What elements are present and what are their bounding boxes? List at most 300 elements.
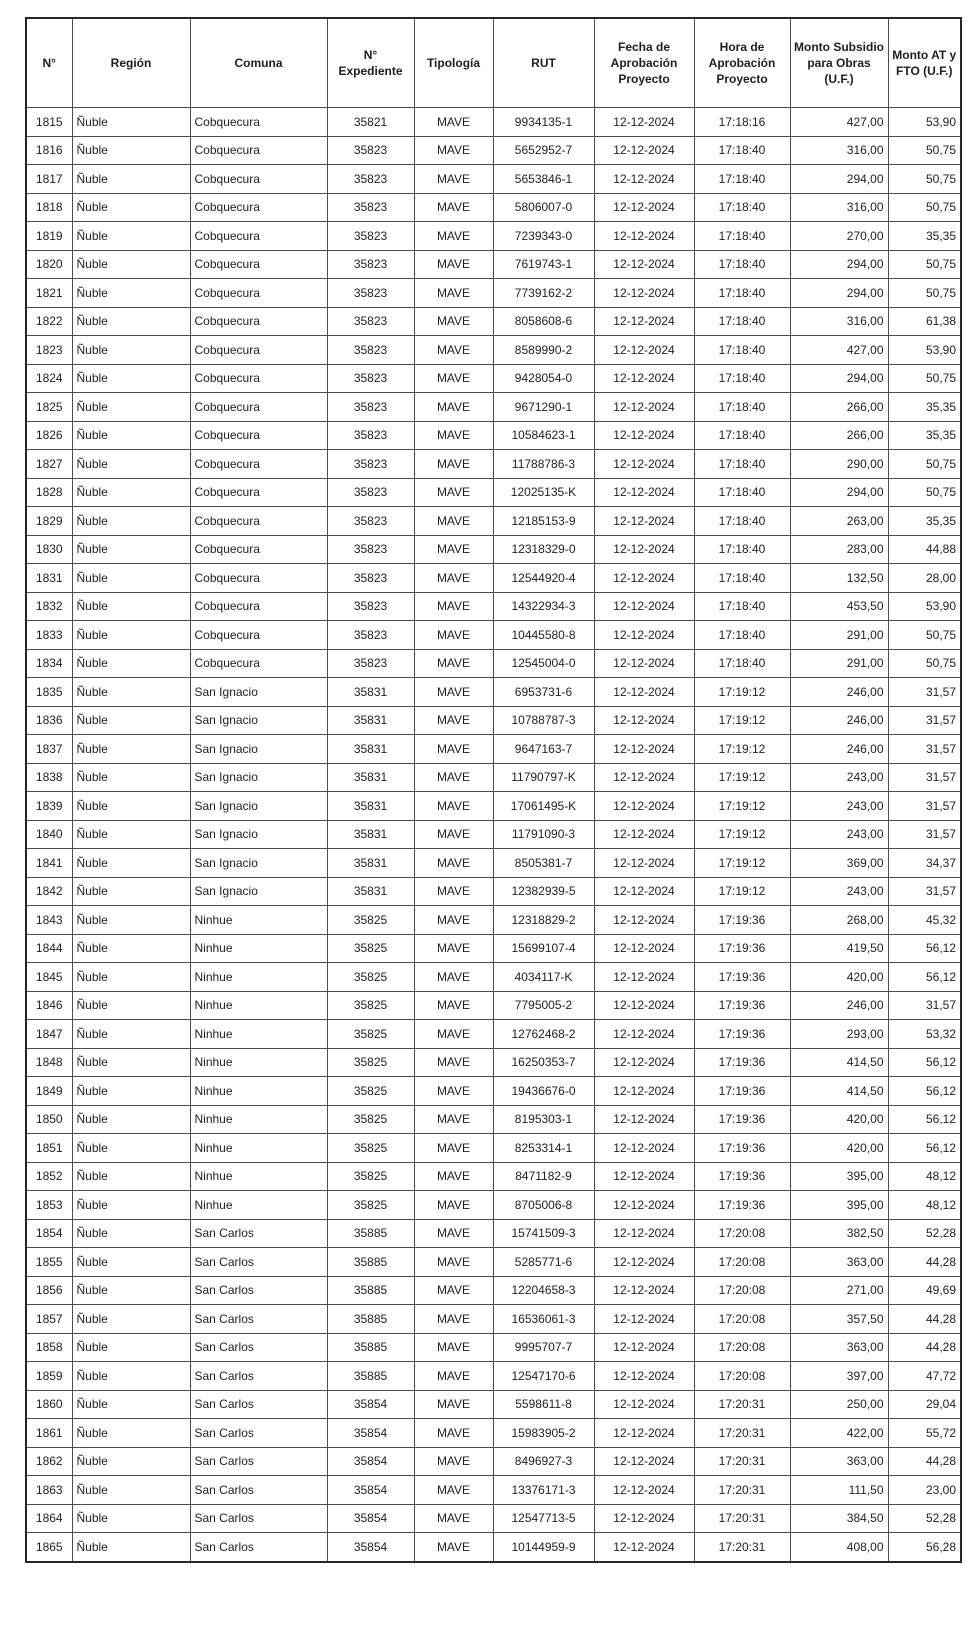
cell-region: Ñuble: [72, 421, 190, 450]
cell-hora: 17:19:36: [694, 906, 790, 935]
table-row: [26, 1533, 961, 1562]
cell-n: 1830: [26, 535, 72, 564]
cell-comuna: San Carlos: [190, 1447, 327, 1476]
cell-expediente: 35823: [327, 222, 414, 251]
cell-comuna: San Ignacio: [190, 706, 327, 735]
cell-region: Ñuble: [72, 1162, 190, 1191]
cell-region: Ñuble: [72, 450, 190, 479]
cell-expediente: 35885: [327, 1248, 414, 1277]
column-header-n: N°: [26, 18, 72, 108]
cell-tipologia: MAVE: [414, 1504, 493, 1533]
cell-expediente: 35854: [327, 1447, 414, 1476]
cell-hora: 17:20:08: [694, 1276, 790, 1305]
cell-monto_obras: 427,00: [790, 108, 888, 137]
cell-rut: 8253314-1: [493, 1134, 594, 1163]
cell-tipologia: MAVE: [414, 1219, 493, 1248]
cell-n: 1858: [26, 1333, 72, 1362]
cell-hora: 17:18:40: [694, 307, 790, 336]
cell-rut: 13376171-3: [493, 1476, 594, 1505]
cell-rut: 12318329-0: [493, 535, 594, 564]
cell-region: Ñuble: [72, 535, 190, 564]
table-row: [26, 735, 961, 764]
cell-n: 1841: [26, 849, 72, 878]
cell-tipologia: MAVE: [414, 877, 493, 906]
cell-region: Ñuble: [72, 820, 190, 849]
cell-rut: 12762468-2: [493, 1020, 594, 1049]
cell-rut: 9995707-7: [493, 1333, 594, 1362]
cell-fecha: 12-12-2024: [594, 1533, 694, 1562]
cell-fecha: 12-12-2024: [594, 877, 694, 906]
cell-comuna: Cobquecura: [190, 307, 327, 336]
cell-hora: 17:20:31: [694, 1447, 790, 1476]
cell-monto_obras: 270,00: [790, 222, 888, 251]
cell-rut: 9428054-0: [493, 364, 594, 393]
cell-monto_at: 53,32: [888, 1020, 961, 1049]
cell-tipologia: MAVE: [414, 1191, 493, 1220]
cell-fecha: 12-12-2024: [594, 963, 694, 992]
cell-region: Ñuble: [72, 649, 190, 678]
cell-comuna: San Carlos: [190, 1390, 327, 1419]
cell-expediente: 35823: [327, 450, 414, 479]
cell-comuna: Cobquecura: [190, 136, 327, 165]
cell-monto_obras: 420,00: [790, 1134, 888, 1163]
cell-tipologia: MAVE: [414, 1276, 493, 1305]
cell-monto_obras: 283,00: [790, 535, 888, 564]
cell-rut: 12204658-3: [493, 1276, 594, 1305]
cell-tipologia: MAVE: [414, 592, 493, 621]
cell-n: 1818: [26, 193, 72, 222]
cell-region: Ñuble: [72, 792, 190, 821]
cell-n: 1821: [26, 279, 72, 308]
cell-monto_obras: 266,00: [790, 421, 888, 450]
cell-comuna: San Carlos: [190, 1333, 327, 1362]
cell-expediente: 35885: [327, 1305, 414, 1334]
cell-hora: 17:19:36: [694, 963, 790, 992]
cell-monto_at: 35,35: [888, 421, 961, 450]
cell-n: 1845: [26, 963, 72, 992]
cell-n: 1840: [26, 820, 72, 849]
cell-monto_at: 52,28: [888, 1219, 961, 1248]
cell-comuna: San Carlos: [190, 1476, 327, 1505]
cell-hora: 17:18:40: [694, 450, 790, 479]
cell-rut: 15699107-4: [493, 934, 594, 963]
cell-monto_obras: 290,00: [790, 450, 888, 479]
cell-monto_obras: 294,00: [790, 279, 888, 308]
cell-rut: 7795005-2: [493, 991, 594, 1020]
cell-monto_obras: 363,00: [790, 1333, 888, 1362]
cell-comuna: Cobquecura: [190, 222, 327, 251]
cell-region: Ñuble: [72, 963, 190, 992]
table-row: [26, 906, 961, 935]
column-header-hora: Hora de Aprobación Proyecto: [694, 18, 790, 108]
cell-fecha: 12-12-2024: [594, 222, 694, 251]
cell-hora: 17:19:12: [694, 706, 790, 735]
table-row: [26, 763, 961, 792]
cell-tipologia: MAVE: [414, 1248, 493, 1277]
cell-n: 1855: [26, 1248, 72, 1277]
cell-hora: 17:19:36: [694, 1134, 790, 1163]
cell-tipologia: MAVE: [414, 735, 493, 764]
cell-tipologia: MAVE: [414, 1419, 493, 1448]
cell-comuna: San Carlos: [190, 1533, 327, 1562]
table-row: [26, 792, 961, 821]
cell-comuna: Ninhue: [190, 934, 327, 963]
cell-n: 1863: [26, 1476, 72, 1505]
cell-monto_obras: 291,00: [790, 621, 888, 650]
table-row: [26, 877, 961, 906]
cell-fecha: 12-12-2024: [594, 478, 694, 507]
cell-monto_at: 50,75: [888, 165, 961, 194]
cell-comuna: Ninhue: [190, 1162, 327, 1191]
cell-monto_at: 35,35: [888, 393, 961, 422]
cell-monto_obras: 395,00: [790, 1191, 888, 1220]
cell-n: 1825: [26, 393, 72, 422]
cell-n: 1844: [26, 934, 72, 963]
cell-expediente: 35854: [327, 1504, 414, 1533]
cell-n: 1846: [26, 991, 72, 1020]
cell-monto_obras: 414,50: [790, 1077, 888, 1106]
cell-tipologia: MAVE: [414, 1105, 493, 1134]
cell-hora: 17:20:31: [694, 1533, 790, 1562]
cell-comuna: Ninhue: [190, 1191, 327, 1220]
cell-monto_obras: 397,00: [790, 1362, 888, 1391]
cell-fecha: 12-12-2024: [594, 1276, 694, 1305]
table-row: [26, 364, 961, 393]
cell-tipologia: MAVE: [414, 792, 493, 821]
cell-expediente: 35885: [327, 1333, 414, 1362]
table-row: [26, 393, 961, 422]
cell-expediente: 35823: [327, 507, 414, 536]
cell-expediente: 35823: [327, 393, 414, 422]
cell-rut: 10788787-3: [493, 706, 594, 735]
table-row: [26, 108, 961, 137]
table-header: [26, 18, 961, 108]
cell-comuna: San Ignacio: [190, 877, 327, 906]
cell-region: Ñuble: [72, 1248, 190, 1277]
cell-n: 1849: [26, 1077, 72, 1106]
cell-n: 1824: [26, 364, 72, 393]
cell-n: 1860: [26, 1390, 72, 1419]
cell-comuna: Ninhue: [190, 991, 327, 1020]
cell-rut: 12547170-6: [493, 1362, 594, 1391]
cell-region: Ñuble: [72, 1077, 190, 1106]
table-row: [26, 934, 961, 963]
cell-expediente: 35823: [327, 136, 414, 165]
table-row: [26, 478, 961, 507]
cell-monto_obras: 427,00: [790, 336, 888, 365]
table-row: [26, 165, 961, 194]
cell-rut: 15983905-2: [493, 1419, 594, 1448]
cell-hora: 17:20:31: [694, 1476, 790, 1505]
cell-monto_obras: 243,00: [790, 820, 888, 849]
cell-monto_obras: 316,00: [790, 136, 888, 165]
cell-tipologia: MAVE: [414, 1134, 493, 1163]
cell-fecha: 12-12-2024: [594, 735, 694, 764]
cell-monto_obras: 246,00: [790, 991, 888, 1020]
cell-tipologia: MAVE: [414, 1077, 493, 1106]
cell-region: Ñuble: [72, 364, 190, 393]
cell-monto_at: 28,00: [888, 564, 961, 593]
cell-tipologia: MAVE: [414, 1447, 493, 1476]
cell-tipologia: MAVE: [414, 450, 493, 479]
cell-comuna: Cobquecura: [190, 393, 327, 422]
cell-monto_obras: 250,00: [790, 1390, 888, 1419]
cell-expediente: 35854: [327, 1419, 414, 1448]
cell-region: Ñuble: [72, 1333, 190, 1362]
cell-comuna: Cobquecura: [190, 649, 327, 678]
cell-hora: 17:19:36: [694, 1162, 790, 1191]
cell-monto_obras: 263,00: [790, 507, 888, 536]
cell-fecha: 12-12-2024: [594, 621, 694, 650]
cell-tipologia: MAVE: [414, 364, 493, 393]
cell-comuna: San Ignacio: [190, 849, 327, 878]
cell-expediente: 35823: [327, 364, 414, 393]
cell-comuna: Ninhue: [190, 1020, 327, 1049]
cell-region: Ñuble: [72, 478, 190, 507]
cell-comuna: Ninhue: [190, 906, 327, 935]
cell-comuna: San Ignacio: [190, 678, 327, 707]
cell-fecha: 12-12-2024: [594, 1362, 694, 1391]
table-row: [26, 535, 961, 564]
cell-fecha: 12-12-2024: [594, 336, 694, 365]
cell-expediente: 35831: [327, 792, 414, 821]
cell-region: Ñuble: [72, 307, 190, 336]
cell-expediente: 35831: [327, 877, 414, 906]
cell-region: Ñuble: [72, 1048, 190, 1077]
cell-expediente: 35823: [327, 592, 414, 621]
cell-monto_at: 56,12: [888, 1134, 961, 1163]
table-row: [26, 1105, 961, 1134]
cell-monto_at: 23,00: [888, 1476, 961, 1505]
cell-region: Ñuble: [72, 621, 190, 650]
cell-monto_obras: 408,00: [790, 1533, 888, 1562]
cell-comuna: San Ignacio: [190, 763, 327, 792]
cell-comuna: Cobquecura: [190, 193, 327, 222]
cell-fecha: 12-12-2024: [594, 792, 694, 821]
cell-hora: 17:19:12: [694, 763, 790, 792]
header-row: [26, 18, 961, 108]
cell-expediente: 35825: [327, 1134, 414, 1163]
cell-expediente: 35823: [327, 621, 414, 650]
cell-monto_obras: 419,50: [790, 934, 888, 963]
cell-region: Ñuble: [72, 1105, 190, 1134]
cell-region: Ñuble: [72, 250, 190, 279]
cell-monto_obras: 246,00: [790, 706, 888, 735]
cell-comuna: San Carlos: [190, 1504, 327, 1533]
cell-monto_at: 44,28: [888, 1305, 961, 1334]
cell-fecha: 12-12-2024: [594, 1219, 694, 1248]
cell-monto_obras: 294,00: [790, 165, 888, 194]
cell-hora: 17:18:40: [694, 279, 790, 308]
cell-fecha: 12-12-2024: [594, 849, 694, 878]
cell-monto_at: 50,75: [888, 136, 961, 165]
cell-comuna: Cobquecura: [190, 621, 327, 650]
cell-region: Ñuble: [72, 1020, 190, 1049]
cell-hora: 17:18:16: [694, 108, 790, 137]
column-header-monto_obras: Monto Subsidio para Obras (U.F.): [790, 18, 888, 108]
cell-monto_at: 56,28: [888, 1533, 961, 1562]
cell-expediente: 35825: [327, 1105, 414, 1134]
cell-region: Ñuble: [72, 336, 190, 365]
column-header-tipologia: Tipología: [414, 18, 493, 108]
cell-expediente: 35831: [327, 678, 414, 707]
cell-monto_at: 34,37: [888, 849, 961, 878]
cell-hora: 17:19:36: [694, 1077, 790, 1106]
cell-tipologia: MAVE: [414, 279, 493, 308]
cell-n: 1827: [26, 450, 72, 479]
cell-monto_obras: 363,00: [790, 1248, 888, 1277]
cell-tipologia: MAVE: [414, 963, 493, 992]
cell-hora: 17:20:31: [694, 1419, 790, 1448]
cell-n: 1834: [26, 649, 72, 678]
cell-expediente: 35823: [327, 279, 414, 308]
cell-monto_obras: 382,50: [790, 1219, 888, 1248]
cell-hora: 17:19:36: [694, 1105, 790, 1134]
cell-comuna: San Carlos: [190, 1248, 327, 1277]
cell-n: 1848: [26, 1048, 72, 1077]
cell-hora: 17:19:12: [694, 877, 790, 906]
cell-n: 1822: [26, 307, 72, 336]
cell-comuna: Ninhue: [190, 963, 327, 992]
cell-n: 1850: [26, 1105, 72, 1134]
cell-monto_obras: 422,00: [790, 1419, 888, 1448]
cell-tipologia: MAVE: [414, 564, 493, 593]
cell-monto_at: 29,04: [888, 1390, 961, 1419]
table-row: [26, 1248, 961, 1277]
cell-fecha: 12-12-2024: [594, 763, 694, 792]
table-row: [26, 991, 961, 1020]
cell-n: 1823: [26, 336, 72, 365]
cell-expediente: 35823: [327, 421, 414, 450]
cell-hora: 17:18:40: [694, 136, 790, 165]
cell-monto_obras: 395,00: [790, 1162, 888, 1191]
cell-region: Ñuble: [72, 1134, 190, 1163]
cell-hora: 17:20:08: [694, 1362, 790, 1391]
cell-monto_obras: 243,00: [790, 792, 888, 821]
table-row: [26, 678, 961, 707]
cell-expediente: 35831: [327, 706, 414, 735]
cell-fecha: 12-12-2024: [594, 820, 694, 849]
table-row: [26, 649, 961, 678]
table-row: [26, 1162, 961, 1191]
cell-n: 1832: [26, 592, 72, 621]
cell-n: 1837: [26, 735, 72, 764]
cell-monto_at: 49,69: [888, 1276, 961, 1305]
cell-region: Ñuble: [72, 1504, 190, 1533]
cell-n: 1861: [26, 1419, 72, 1448]
cell-hora: 17:20:08: [694, 1305, 790, 1334]
cell-expediente: 35825: [327, 1048, 414, 1077]
cell-expediente: 35823: [327, 478, 414, 507]
column-header-fecha: Fecha de Aprobación Proyecto: [594, 18, 694, 108]
cell-region: Ñuble: [72, 564, 190, 593]
cell-monto_at: 45,32: [888, 906, 961, 935]
cell-fecha: 12-12-2024: [594, 1248, 694, 1277]
cell-comuna: Cobquecura: [190, 279, 327, 308]
cell-monto_at: 44,28: [888, 1333, 961, 1362]
cell-tipologia: MAVE: [414, 1476, 493, 1505]
cell-n: 1856: [26, 1276, 72, 1305]
cell-comuna: Cobquecura: [190, 592, 327, 621]
cell-region: Ñuble: [72, 1476, 190, 1505]
cell-rut: 16250353-7: [493, 1048, 594, 1077]
table-row: [26, 1191, 961, 1220]
cell-fecha: 12-12-2024: [594, 1048, 694, 1077]
cell-expediente: 35821: [327, 108, 414, 137]
cell-monto_obras: 268,00: [790, 906, 888, 935]
cell-n: 1851: [26, 1134, 72, 1163]
cell-monto_obras: 414,50: [790, 1048, 888, 1077]
table-row: [26, 564, 961, 593]
cell-tipologia: MAVE: [414, 678, 493, 707]
cell-monto_at: 53,90: [888, 592, 961, 621]
cell-tipologia: MAVE: [414, 507, 493, 536]
cell-region: Ñuble: [72, 1419, 190, 1448]
cell-region: Ñuble: [72, 934, 190, 963]
cell-tipologia: MAVE: [414, 1048, 493, 1077]
cell-n: 1857: [26, 1305, 72, 1334]
table-row: [26, 1476, 961, 1505]
cell-tipologia: MAVE: [414, 1305, 493, 1334]
cell-comuna: Ninhue: [190, 1077, 327, 1106]
cell-tipologia: MAVE: [414, 336, 493, 365]
cell-rut: 11790797-K: [493, 763, 594, 792]
cell-rut: 19436676-0: [493, 1077, 594, 1106]
cell-fecha: 12-12-2024: [594, 1191, 694, 1220]
cell-comuna: Cobquecura: [190, 507, 327, 536]
table-row: [26, 820, 961, 849]
cell-monto_at: 56,12: [888, 1048, 961, 1077]
cell-region: Ñuble: [72, 592, 190, 621]
cell-region: Ñuble: [72, 763, 190, 792]
cell-comuna: Cobquecura: [190, 478, 327, 507]
cell-rut: 12544920-4: [493, 564, 594, 593]
cell-region: Ñuble: [72, 136, 190, 165]
column-header-expediente: N° Expediente: [327, 18, 414, 108]
cell-monto_obras: 316,00: [790, 193, 888, 222]
cell-region: Ñuble: [72, 906, 190, 935]
cell-tipologia: MAVE: [414, 906, 493, 935]
cell-monto_obras: 357,50: [790, 1305, 888, 1334]
cell-monto_at: 44,28: [888, 1248, 961, 1277]
table-row: [26, 1276, 961, 1305]
cell-region: Ñuble: [72, 877, 190, 906]
table-body: [26, 108, 961, 1562]
cell-monto_at: 50,75: [888, 450, 961, 479]
cell-monto_at: 44,28: [888, 1447, 961, 1476]
cell-fecha: 12-12-2024: [594, 450, 694, 479]
table-row: [26, 1077, 961, 1106]
cell-expediente: 35823: [327, 535, 414, 564]
cell-region: Ñuble: [72, 1447, 190, 1476]
cell-fecha: 12-12-2024: [594, 1134, 694, 1163]
table-row: [26, 592, 961, 621]
table-row: [26, 1362, 961, 1391]
cell-rut: 17061495-K: [493, 792, 594, 821]
cell-fecha: 12-12-2024: [594, 991, 694, 1020]
cell-monto_obras: 384,50: [790, 1504, 888, 1533]
cell-fecha: 12-12-2024: [594, 108, 694, 137]
cell-rut: 14322934-3: [493, 592, 594, 621]
cell-expediente: 35854: [327, 1533, 414, 1562]
cell-monto_obras: 294,00: [790, 250, 888, 279]
cell-rut: 4034117-K: [493, 963, 594, 992]
cell-expediente: 35825: [327, 1020, 414, 1049]
cell-rut: 5653846-1: [493, 165, 594, 194]
cell-monto_at: 35,35: [888, 507, 961, 536]
cell-tipologia: MAVE: [414, 934, 493, 963]
cell-region: Ñuble: [72, 507, 190, 536]
